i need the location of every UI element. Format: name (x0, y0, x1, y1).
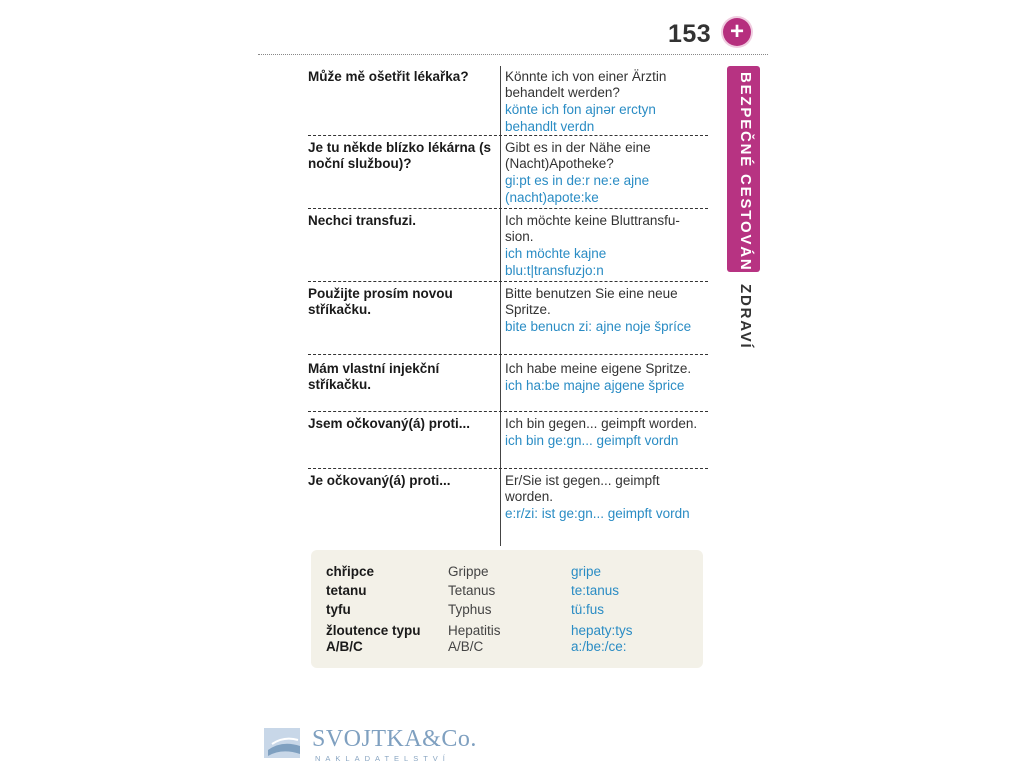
phrase-pronunciation: bite benucn zi: ajne noje špríce (505, 319, 692, 334)
side-section-label-health: ZDRAVÍ (737, 284, 754, 350)
phrase-czech: Je tu někde blízko lékárna (s noční službou)? (308, 140, 492, 171)
phrase-row (308, 66, 708, 136)
vocab-czech: žloutence typu A/B/C (326, 623, 421, 654)
phrase-pronunciation: gi:pt es in de:r ne:e ajne (nacht)apote:ke (505, 173, 650, 205)
publisher-logo (262, 722, 477, 766)
phrase-czech: Je očkovaný(á) proti... (308, 473, 451, 488)
top-dotted-rule (258, 54, 768, 55)
vocab-german: Tetanus (448, 583, 496, 598)
phrase-german: Er/Sie ist gegen... geimpft worden. e:r/zi: ist ge:gn... geimpft vordn (505, 473, 705, 522)
phrase-row (308, 358, 708, 412)
vocabulary-box (311, 550, 703, 668)
vocab-pronunciation: tü:fus (571, 602, 605, 617)
phrase-row (308, 137, 708, 209)
vocab-czech: tetanu (326, 583, 367, 598)
phrase-czech: Použijte prosím novou stříkačku. (308, 286, 453, 317)
phrase-german: Ich bin gegen... geimpft worden. ich bin ge:gn... geimpft vordn (505, 416, 705, 449)
publisher-subtitle: NAKLADATELSTVÍ (315, 754, 450, 763)
side-tab-label-safe-travel: BEZPEČNÉ CESTOVÁNÍ (737, 72, 754, 278)
vocab-german: Grippe (448, 564, 489, 579)
phrase-pronunciation: könte ich fon ajnər erctyn behandlt verdn (505, 102, 656, 134)
phrase-pronunciation: ich möchte kajne blu:t|transfuzjo:n (505, 246, 607, 278)
phrase-czech: Jsem očkovaný(á) proti... (308, 416, 471, 431)
phrase-pronunciation: ich ha:be majne ajgene šprice (505, 378, 685, 393)
phrase-german: Könnte ich von einer Ärztin behandelt werden? könte ich fon ajnər erctyn behandlt verdn (505, 69, 705, 135)
vocab-czech: chřipce (326, 564, 375, 579)
page-number: 153 (668, 20, 712, 48)
phrase-pronunciation: ich bin ge:gn... geimpft vordn (505, 433, 679, 448)
phrase-german: Gibt es in der Nähe eine (Nacht)Apotheke? gi:pt es in de:r ne:e ajne (nacht)apote:ke (505, 140, 705, 206)
phrase-row (308, 470, 708, 546)
phrase-czech: Nechci transfuzi. (308, 213, 417, 228)
phrase-german: Ich habe meine eigene Spritze. ich ha:be majne ajgene šprice (505, 361, 705, 394)
phrase-row (308, 283, 708, 355)
vocab-pronunciation: te:tanus (571, 583, 620, 598)
phrase-german: Bitte benutzen Sie eine neue Spritze. bite benucn zi: ajne noje špríce (505, 286, 705, 335)
plus-icon: + (723, 18, 751, 46)
phrase-czech: Mám vlastní injekční stříkačku. (308, 361, 440, 392)
vocab-czech: tyfu (326, 602, 351, 617)
vocab-pronunciation: gripe (571, 564, 602, 579)
book-emblem-icon (262, 726, 306, 762)
vocab-german: Typhus (448, 602, 492, 617)
vocab-pronunciation: hepaty:tys a:/be:/ce: (571, 623, 633, 654)
publisher-name: SVOJTKA&Co. (312, 726, 477, 752)
phrase-czech: Může mě ošetřit lékařka? (308, 69, 469, 84)
phrase-row (308, 413, 708, 469)
phrase-pronunciation: e:r/zi: ist ge:gn... geimpft vordn (505, 506, 690, 521)
phrase-german: Ich möchte keine Bluttransfu-sion. ich möchte kajne blu:t|transfuzjo:n (505, 213, 705, 279)
phrase-row (308, 210, 708, 282)
vocab-german: Hepatitis A/B/C (448, 623, 501, 654)
